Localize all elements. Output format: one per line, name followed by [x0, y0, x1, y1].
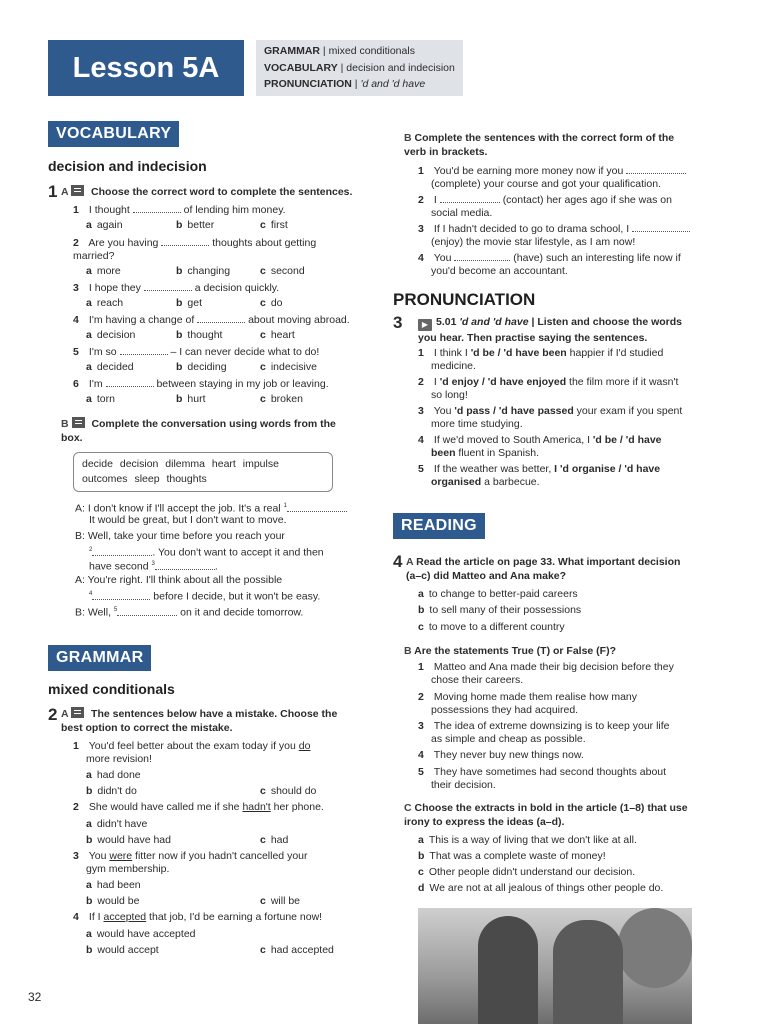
photo-tree [618, 908, 692, 988]
option-b[interactable]: b to sell many of their possessions [418, 604, 582, 616]
option-b[interactable]: b changing [176, 265, 231, 277]
reading-badge: READING [393, 513, 485, 539]
list-item: 3 If I hadn't decided to go to drama school, I (enjoy) the movie star lifestyle, as I am now! [418, 222, 690, 249]
list-item: 2 I (contact) her ages ago if she was on social media. [418, 194, 672, 219]
topic-grammar: GRAMMAR | mixed conditionals [264, 45, 415, 57]
list-item: 4 If I accepted that job, I'd be earning a fortune now! [73, 911, 323, 923]
option-a[interactable]: a This is a way of living that we don't like at all. [418, 834, 637, 846]
task-4a-instruction: A Read the article on page 33. What important decision (a–c) did Matteo and Ana make? [406, 556, 681, 582]
list-item: 6 I'm between staying in my job or leaving. [73, 378, 329, 390]
option-a[interactable]: a more [86, 265, 121, 277]
option-a[interactable]: a to change to better-paid careers [418, 588, 578, 600]
grammar-subhead: mixed conditionals [48, 681, 175, 697]
option-c[interactable]: c should do [260, 785, 317, 797]
option-c[interactable]: c will be [260, 895, 301, 907]
list-item: 1 Matteo and Ana made their big decision before they chose their careers. [418, 661, 674, 686]
option-c[interactable]: c to move to a different country [418, 621, 565, 633]
option-a[interactable]: a again [86, 219, 123, 231]
photo-person-woman [478, 916, 538, 1024]
option-c[interactable]: c do [260, 297, 283, 309]
option-c[interactable]: c indecisive [260, 361, 317, 373]
option-a[interactable]: a had been [86, 879, 141, 891]
task-1b-instruction: B Complete the conversation using words from the box. [61, 418, 336, 444]
list-item: 1 I think I 'd be / 'd have been happier if I'd studied medicine. [418, 347, 664, 372]
task-number: 4 [393, 552, 403, 571]
list-item: 3 The idea of extreme downsizing is to keep your life as simple and cheap as possible. [418, 720, 670, 745]
task-3-instruction: ▶ 5.01 'd and 'd have | Listen and choose the words you hear. Then practise saying the sentences. [418, 316, 683, 344]
book-icon [71, 707, 84, 718]
option-a[interactable]: a had done [86, 769, 141, 781]
lesson-title: Lesson 5A [48, 40, 244, 96]
option-b[interactable]: b would accept [86, 944, 159, 956]
dialogue-line: $^2$ . You don't want to accept it and then [89, 546, 324, 559]
grammar-badge: GRAMMAR [48, 645, 151, 671]
option-b[interactable]: b thought [176, 329, 223, 341]
list-item: 2 She would have called me if she hadn't her phone. [73, 801, 324, 813]
list-item: 1 You'd feel better about the exam today if you do more revision! [73, 740, 311, 765]
list-item: 4 They never buy new things now. [418, 749, 584, 761]
book-icon [72, 417, 85, 428]
task-number: 2 [48, 705, 58, 724]
list-item: 3 I hope they a decision quickly. [73, 282, 280, 294]
vocabulary-badge: VOCABULARY [48, 121, 179, 147]
topic-vocabulary: VOCABULARY | decision and indecision [264, 61, 455, 74]
option-b[interactable]: b deciding [176, 361, 227, 373]
list-item: 2 Moving home made them realise how many possessions they had acquired. [418, 691, 638, 716]
book-icon [71, 185, 84, 196]
option-c[interactable]: c had accepted [260, 944, 334, 956]
option-c[interactable]: c second [260, 265, 305, 277]
option-c[interactable]: c broken [260, 393, 303, 405]
list-item: 1 You'd be earning more money now if you (complete) your course and got your qualification. [418, 164, 686, 191]
option-b[interactable]: b That was a complete waste of money! [418, 850, 606, 862]
list-item: 3 You 'd pass / 'd have passed your exam if you spent more time studying. [418, 405, 683, 430]
list-item: 2 Are you having thoughts about getting married? [73, 237, 317, 262]
list-item: 3 You were fitter now if you hadn't cancelled your gym membership. [73, 850, 308, 875]
list-item: 4 You (have) such an interesting life now if you'd become an accountant. [418, 252, 681, 277]
dialogue-line: A: I don't know if I'll accept the job. It's a real $^1$ [75, 500, 347, 516]
list-item: 5 I'm so – I can never decide what to do! [73, 346, 320, 358]
dialogue-line: $^4$ before I decide, but it won't be easy. [89, 590, 321, 603]
option-a[interactable]: a decision [86, 329, 136, 341]
option-a[interactable]: a decided [86, 361, 134, 373]
option-b[interactable]: b would be [86, 895, 140, 907]
dialogue-line: A: You're right. I'll think about all the possible [75, 574, 283, 586]
option-a[interactable]: a didn't have [86, 818, 148, 830]
option-b[interactable]: b would have had [86, 834, 171, 846]
option-c[interactable]: c first [260, 219, 288, 231]
option-c[interactable]: c heart [260, 329, 295, 341]
dialogue-line: B: Well, $^5$ on it and decide tomorrow. [75, 606, 304, 619]
option-d[interactable]: d We are not at all jealous of things other people do. [418, 882, 664, 894]
task-number: 3 [393, 313, 403, 332]
option-b[interactable]: b better [176, 219, 215, 231]
pronunciation-head: PRONUNCIATION [393, 290, 536, 309]
list-item: 2 I 'd enjoy / 'd have enjoyed the film more if it wasn't so long! [418, 376, 679, 401]
list-item: 5 They have sometimes had second thoughts about their decision. [418, 766, 667, 791]
list-item: 5 If the weather was better, I 'd organise / 'd have organised a barbecue. [418, 463, 661, 488]
dialogue-line: B: Well, take your time before you reach your [75, 530, 285, 542]
option-a[interactable]: a reach [86, 297, 124, 309]
page-number: 32 [28, 990, 42, 1004]
task-1a-instruction: A Choose the correct word to complete the sentences. [61, 186, 353, 198]
audio-icon[interactable]: ▶ [418, 319, 432, 331]
option-b[interactable]: b hurt [176, 393, 206, 405]
article-photo [418, 908, 692, 1024]
task-4c-instruction: C Choose the extracts in bold in the article (1–8) that use irony to express the ideas (a–d). [404, 802, 688, 828]
word-box: decide decision dilemma heart impulse outcomes sleep thoughts [73, 452, 333, 492]
lesson-topics [256, 40, 463, 96]
dialogue-line: have second $^3$ . [89, 560, 218, 573]
task-2a-instruction: A The sentences below have a mistake. Choose the best option to correct the mistake. [61, 708, 338, 734]
option-b[interactable]: b get [176, 297, 203, 309]
photo-person-man [553, 920, 623, 1024]
task-4b-instruction: B Are the statements True (T) or False (F)? [404, 645, 616, 657]
option-a[interactable]: a torn [86, 393, 115, 405]
list-item: 4 I'm having a change of about moving abroad. [73, 314, 350, 326]
topic-pronunciation: PRONUNCIATION | 'd and 'd have [264, 78, 426, 90]
task-2b-instruction: B Complete the sentences with the correct form of the verb in brackets. [404, 132, 675, 158]
list-item: 1 I thought of lending him money. [73, 204, 286, 216]
option-a[interactable]: a would have accepted [86, 928, 196, 940]
dialogue-line: It would be great, but I don't want to move. [89, 514, 287, 526]
list-item: 4 If we'd moved to South America, I 'd be / 'd have been fluent in Spanish. [418, 434, 662, 459]
vocabulary-subhead: decision and indecision [48, 158, 207, 174]
task-number: 1 [48, 182, 58, 201]
option-c[interactable]: c Other people didn't understand our decision. [418, 866, 636, 878]
option-c[interactable]: c had [260, 834, 289, 846]
option-b[interactable]: b didn't do [86, 785, 137, 797]
